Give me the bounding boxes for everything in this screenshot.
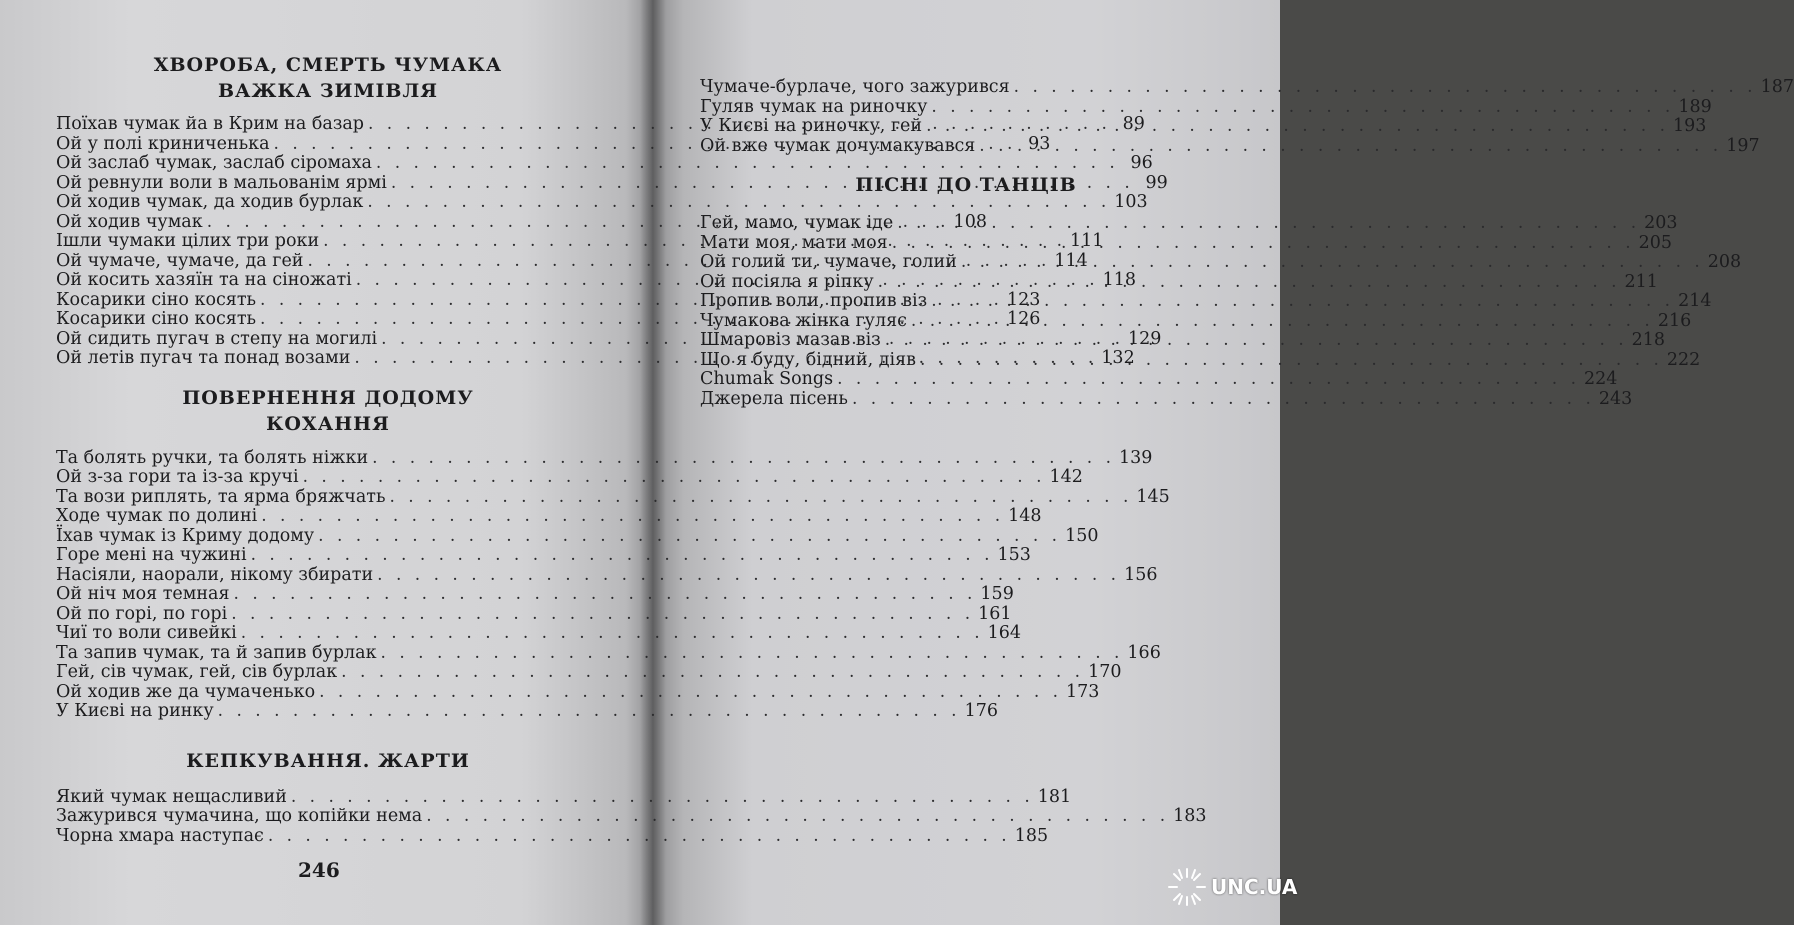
- leader-dots: [911, 309, 1654, 332]
- leader-dots: [920, 348, 1663, 371]
- leader-dots: [261, 507, 1004, 527]
- toc-entry: [56, 564, 1158, 586]
- entry-title: Ой сидить пугач в степу на могилі: [56, 328, 378, 349]
- entry-title: Та вози риплять, та ярма бряжчать: [56, 486, 386, 507]
- entry-page: 224: [1584, 369, 1618, 389]
- toc-entry: [56, 806, 1207, 827]
- entry-title: Що я буду, бідний, діяв: [700, 349, 916, 370]
- entry-title: Та болять ручки, та болять ніжки: [56, 447, 369, 468]
- entry-page: 153: [997, 545, 1031, 565]
- toc-entry: [56, 642, 1161, 664]
- toc-entry: [56, 192, 1148, 213]
- entry-title: Косарики сіно косять: [56, 309, 257, 329]
- entry-page: 218: [1631, 330, 1666, 350]
- entry-page: 183: [1173, 806, 1207, 826]
- entry-page: 185: [1014, 825, 1049, 846]
- toc-entry: [700, 289, 1712, 312]
- entry-title: Ой летів пугач та понад возами: [56, 348, 351, 368]
- entry-title: Чумакова жінка гуляє: [700, 310, 907, 331]
- leader-dots: [852, 390, 1595, 410]
- entry-page: 111: [1070, 231, 1104, 251]
- entry-page: 114: [1054, 250, 1088, 271]
- entry-title: Гей, мамо, чумак іде: [700, 213, 894, 233]
- section-title: ПОВЕРНЕННЯ ДОДОМУ: [182, 386, 474, 409]
- entry-page: 208: [1707, 252, 1742, 272]
- entry-page: 96: [1130, 153, 1153, 173]
- toc-entry: [56, 447, 1153, 469]
- toc-entry: [56, 545, 1031, 566]
- toc-entry: [700, 270, 1658, 293]
- entry-page: 189: [1678, 96, 1712, 117]
- entry-title: Їхав чумак із Криму додому: [56, 525, 315, 546]
- leader-dots: [1014, 78, 1757, 98]
- entry-title: Ой з-за гори та із-за кручі: [56, 467, 299, 487]
- entry-title: Чумаче-бурлаче, чого зажурився: [700, 77, 1010, 97]
- toc-entry: [700, 309, 1692, 332]
- entry-title: Ходе чумак по долині: [56, 506, 258, 526]
- toc-entry: [700, 211, 1678, 234]
- entry-page: 145: [1136, 486, 1170, 507]
- section-title: ПІСНІ ДО ТАНЦІВ: [855, 174, 1077, 196]
- toc-entry: [700, 250, 1742, 273]
- toc-entry: [56, 701, 998, 722]
- entry-title: Chumak Songs: [700, 369, 834, 389]
- leader-dots: [892, 231, 1635, 254]
- entry-title: Який чумак нещасливий: [56, 786, 287, 807]
- leader-dots: [878, 270, 1621, 293]
- leader-dots: [268, 827, 1011, 847]
- entry-page: 156: [1124, 564, 1158, 585]
- entry-title: Ой заслаб чумак, заслаб сіромаха: [56, 153, 372, 173]
- entry-page: 132: [1101, 348, 1135, 368]
- toc-entry: [700, 348, 1701, 371]
- entry-title: Ой по горі, по горі: [56, 603, 228, 624]
- leader-dots: [318, 527, 1061, 547]
- site-watermark: [1166, 866, 1297, 908]
- entry-title: Ой ходив чумак, да ходив бурлак: [56, 192, 364, 212]
- toc-entry: [700, 231, 1673, 254]
- entry-page: 139: [1119, 447, 1153, 468]
- entry-title: Ой ходив же да чумаченько: [56, 681, 316, 702]
- entry-title: Ой голий ти, чумаче, голий: [700, 252, 957, 272]
- toc-entry: [56, 506, 1042, 527]
- entry-page: 142: [1049, 467, 1083, 487]
- toc-entry: [700, 96, 1712, 118]
- right-toc-column: [700, 77, 1794, 409]
- toc-entry: [56, 825, 1049, 847]
- entry-page: 193: [1672, 116, 1707, 136]
- leader-dots: [837, 370, 1580, 390]
- entry-page: 243: [1598, 388, 1633, 409]
- leader-dots: [389, 488, 1132, 508]
- entry-page: 181: [1037, 786, 1072, 807]
- toc-entry: [56, 603, 1012, 625]
- toc-list: [700, 211, 1742, 409]
- entry-page: 203: [1644, 213, 1678, 233]
- leader-dots: [291, 788, 1034, 808]
- entry-title: Мати моя, мати моя: [700, 232, 888, 253]
- entry-title: Гуляв чумак на риночку: [700, 96, 928, 117]
- leader-dots: [218, 702, 961, 722]
- entry-title: Гей, сів чумак, гей, сів бурлак: [56, 662, 338, 682]
- entry-page: 118: [1102, 270, 1137, 290]
- entry-page: 214: [1678, 291, 1712, 311]
- entry-title: Пропив воли, пропив віз: [700, 291, 928, 311]
- toc-entry: [56, 486, 1170, 508]
- toc-entry: [56, 525, 1099, 547]
- toc-entry: [700, 369, 1618, 390]
- leader-dots: [931, 98, 1674, 118]
- entry-title: Ой косить хазяїн та на сіножаті: [56, 270, 352, 290]
- entry-page: 108: [953, 211, 987, 232]
- section-subtitle: ВАЖКА ЗИМІВЛЯ: [217, 80, 439, 102]
- entry-title: Ой ходив чумак: [56, 211, 203, 232]
- leader-dots: [251, 546, 994, 566]
- entry-page: 173: [1066, 681, 1100, 702]
- toc-entry: [700, 114, 1707, 137]
- leader-dots: [885, 328, 1628, 351]
- leader-dots: [341, 663, 1084, 683]
- entry-page: 187: [1760, 77, 1794, 97]
- toc-list: [56, 447, 1170, 722]
- leader-dots: [897, 211, 1640, 234]
- section-title: КЕПКУВАННЯ. ЖАРТИ: [186, 749, 470, 772]
- entry-title: Горе мені на чужині: [56, 545, 247, 565]
- leader-dots: [979, 133, 1722, 157]
- leader-dots: [961, 250, 1704, 273]
- leader-dots: [426, 807, 1169, 827]
- entry-page: 93: [1028, 133, 1051, 154]
- leader-dots: [241, 624, 984, 644]
- toc-entry: [56, 681, 1100, 703]
- entry-title: У Києві на риночку, гей: [700, 116, 923, 136]
- entry-title: Джерела пісень: [700, 388, 848, 409]
- entry-page: 159: [980, 584, 1014, 604]
- leader-dots: [381, 644, 1124, 664]
- toc-entry: [56, 786, 1072, 808]
- entry-page: 129: [1127, 328, 1162, 349]
- entry-page: 211: [1624, 271, 1658, 292]
- section-title: ХВОРОБА, СМЕРТЬ ЧУМАКА: [153, 54, 503, 76]
- leader-dots: [377, 566, 1120, 586]
- entry-page: 150: [1065, 525, 1099, 546]
- entry-title: Шмаровіз мазав віз: [700, 330, 881, 350]
- entry-title: Ой ревнули воли в мальованім ярмі: [56, 172, 387, 193]
- leader-dots: [926, 114, 1669, 137]
- entry-title: Ой посіяла я ріпку: [700, 271, 874, 292]
- entry-title: Зажурився чумачина, що копійки нема: [56, 806, 423, 826]
- toc-entry: [56, 153, 1153, 174]
- entry-page: 103: [1114, 192, 1148, 212]
- watermark-text: UNC.UA: [1211, 875, 1298, 899]
- page-number: 246: [298, 858, 340, 882]
- entry-page: 205: [1638, 232, 1673, 253]
- leader-dots: [234, 585, 977, 605]
- entry-page: 197: [1726, 135, 1760, 156]
- toc-list: [56, 786, 1207, 847]
- entry-title: Поїхав чумак йа в Крим на базар: [56, 114, 364, 134]
- entry-page: 176: [964, 701, 998, 721]
- leader-dots: [303, 468, 1046, 488]
- toc-entry: [56, 584, 1014, 605]
- entry-page: 89: [1122, 114, 1145, 134]
- entry-page: 126: [1006, 309, 1041, 329]
- entry-title: Чорна хмара наступає: [56, 825, 264, 846]
- toc-entry: [56, 662, 1122, 683]
- leader-dots: [372, 449, 1115, 469]
- entry-title: Ой чумаче, чумаче, да гей: [56, 250, 304, 271]
- entry-title: Косарики сіно косять: [56, 289, 257, 310]
- entry-page: 123: [1006, 289, 1041, 310]
- entry-page: 170: [1088, 662, 1122, 682]
- entry-title: У Києві на ринку: [56, 701, 214, 721]
- entry-title: Ішли чумаки цілих три роки: [56, 231, 320, 251]
- entry-title: Ой вже чумак дочумакувався: [700, 135, 976, 156]
- entry-page: 99: [1145, 172, 1168, 193]
- entry-page: 148: [1008, 506, 1042, 526]
- section-subtitle: КОХАННЯ: [266, 412, 390, 435]
- leader-dots: [319, 683, 1062, 703]
- entry-title: Ой ніч моя темная: [56, 584, 230, 604]
- entry-title: Ой у полі криниченька: [56, 133, 270, 154]
- toc-entry: [700, 328, 1666, 351]
- entry-title: Чиї то воли сивейкі: [56, 623, 237, 643]
- entry-title: Насіяли, наорали, нікому збирати: [56, 564, 374, 585]
- leader-dots: [931, 289, 1674, 312]
- toc-entry: [56, 467, 1083, 488]
- toc-entry: [700, 133, 1760, 157]
- entry-page: 164: [987, 623, 1022, 643]
- entry-page: 216: [1657, 310, 1692, 331]
- leader-dots: [231, 605, 974, 625]
- toc-list: [700, 77, 1794, 156]
- entry-page: 166: [1127, 642, 1161, 663]
- sun-burst-icon: [1166, 866, 1208, 908]
- toc-entry: [700, 388, 1633, 410]
- toc-entry: [700, 77, 1794, 98]
- entry-title: Та запив чумак, та й запив бурлак: [56, 642, 377, 663]
- entry-page: 161: [978, 603, 1012, 624]
- toc-entry: [56, 623, 1022, 644]
- entry-page: 222: [1666, 349, 1701, 370]
